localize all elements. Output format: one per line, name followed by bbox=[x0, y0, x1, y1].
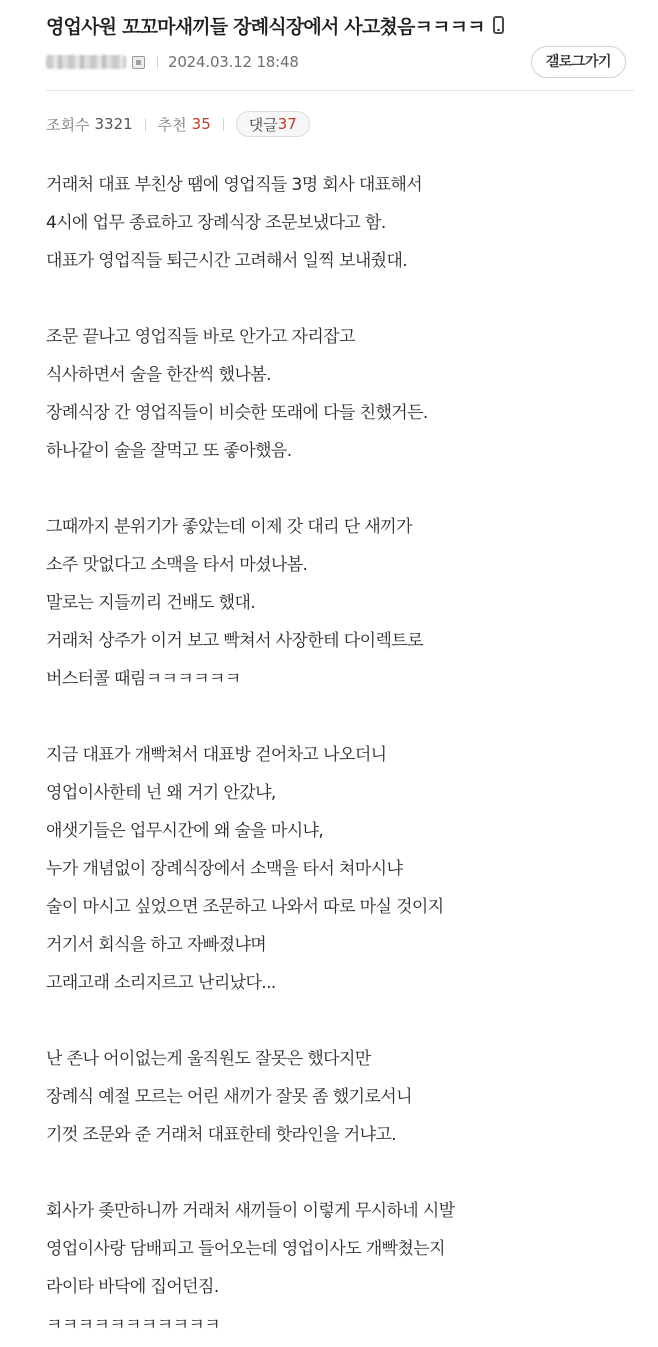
paragraph-break bbox=[46, 698, 636, 736]
body-line: 대표가 영업직들 퇴근시간 고려해서 일찍 보내줬대. bbox=[46, 251, 408, 271]
body-line: 장례식 예절 모르는 어린 새끼가 잘못 좀 했기로서니 bbox=[46, 1087, 412, 1107]
body-line: 술이 마시고 싶었으면 조문하고 나와서 따로 마실 것이지 bbox=[46, 897, 444, 917]
body-line: 그때까지 분위기가 좋았는데 이제 갓 대리 단 새끼가 bbox=[46, 517, 412, 537]
body-line: 고래고래 소리지르고 난리났다... bbox=[46, 973, 276, 993]
body-line: 말로는 지들끼리 건배도 했대. bbox=[46, 593, 256, 613]
comments-button[interactable] bbox=[236, 111, 310, 137]
post-title: 영업사원 꼬꼬마새끼들 장례식장에서 사고쳤음ㅋㅋㅋㅋ bbox=[46, 15, 485, 38]
body-line: 식사하면서 술을 한잔씩 했나봄. bbox=[46, 365, 271, 385]
comments-label: 댓글 bbox=[248, 115, 278, 134]
paragraph-break bbox=[46, 280, 636, 318]
paragraph-break bbox=[46, 1154, 636, 1192]
stats-divider bbox=[145, 118, 146, 131]
post-title-row bbox=[46, 8, 646, 42]
body-line: 하나같이 술을 잘먹고 또 좋아했음. bbox=[46, 441, 292, 461]
recommend-count: 35 bbox=[191, 115, 211, 133]
author-nickname-blurred[interactable] bbox=[46, 55, 126, 69]
views-count: 3321 bbox=[94, 115, 133, 133]
body-line: 지금 대표가 개빡쳐서 대표방 걷어차고 나오더니 bbox=[46, 745, 387, 765]
body-line: 영업이사한테 넌 왜 거기 안갔냐, bbox=[46, 783, 276, 803]
paragraph-break bbox=[46, 1002, 636, 1040]
mobile-phone-icon bbox=[493, 16, 504, 34]
views-label: 조회수 bbox=[46, 115, 90, 134]
body-line: 조문 끝나고 영업직들 바로 안가고 자리잡고 bbox=[46, 327, 355, 347]
paragraph-break bbox=[46, 470, 636, 508]
body-line: 애샛기들은 업무시간에 왜 술을 마시냐, bbox=[46, 821, 324, 841]
body-line: 거기서 회식을 하고 자빠졌냐며 bbox=[46, 935, 267, 955]
post-body bbox=[46, 166, 636, 1344]
meta-divider bbox=[157, 56, 158, 69]
body-line: 누가 개념없이 장례식장에서 소맥을 타서 쳐마시냐 bbox=[46, 859, 403, 879]
body-line: 라이타 바닥에 집어던짐. bbox=[46, 1277, 219, 1297]
body-line: 기껏 조문와 준 거래처 대표한테 핫라인을 거냐고. bbox=[46, 1125, 397, 1145]
post-date: 2024.03.12 18:48 bbox=[168, 53, 299, 71]
recommend-label: 추천 bbox=[157, 115, 187, 134]
post-stats bbox=[46, 110, 310, 138]
header-divider bbox=[46, 90, 634, 91]
body-line: 거래처 대표 부친상 땜에 영업직들 3명 회사 대표해서 bbox=[46, 175, 423, 195]
body-line: 버스터콜 때림ㅋㅋㅋㅋㅋㅋ bbox=[46, 669, 241, 689]
post-meta bbox=[46, 46, 626, 78]
body-line: 장례식장 간 영업직들이 비슷한 또래에 다들 친했거든. bbox=[46, 403, 428, 423]
comments-count: 37 bbox=[277, 115, 297, 133]
body-line: 거래처 상주가 이거 보고 빡쳐서 사장한테 다이렉트로 bbox=[46, 631, 423, 651]
body-line: 4시에 업무 종료하고 장례식장 조문보냈다고 함. bbox=[46, 213, 386, 233]
stats-divider bbox=[223, 118, 224, 131]
body-line: 난 존나 어이없는게 울직원도 잘못은 했다지만 bbox=[46, 1049, 371, 1069]
body-line: 영업이사랑 담배피고 들어오는데 영업이사도 개빡쳤는지 bbox=[46, 1239, 445, 1259]
body-line: ㅋㅋㅋㅋㅋㅋㅋㅋㅋㅋㅋ bbox=[46, 1315, 221, 1335]
body-line: 회사가 좆만하니까 거래처 새끼들이 이렇게 무시하네 시발 bbox=[46, 1201, 455, 1221]
body-line: 소주 맛없다고 소맥을 타서 마셨나봄. bbox=[46, 555, 308, 575]
user-type-icon bbox=[132, 56, 145, 69]
gallog-button[interactable]: 갤로그가기 bbox=[531, 46, 626, 78]
